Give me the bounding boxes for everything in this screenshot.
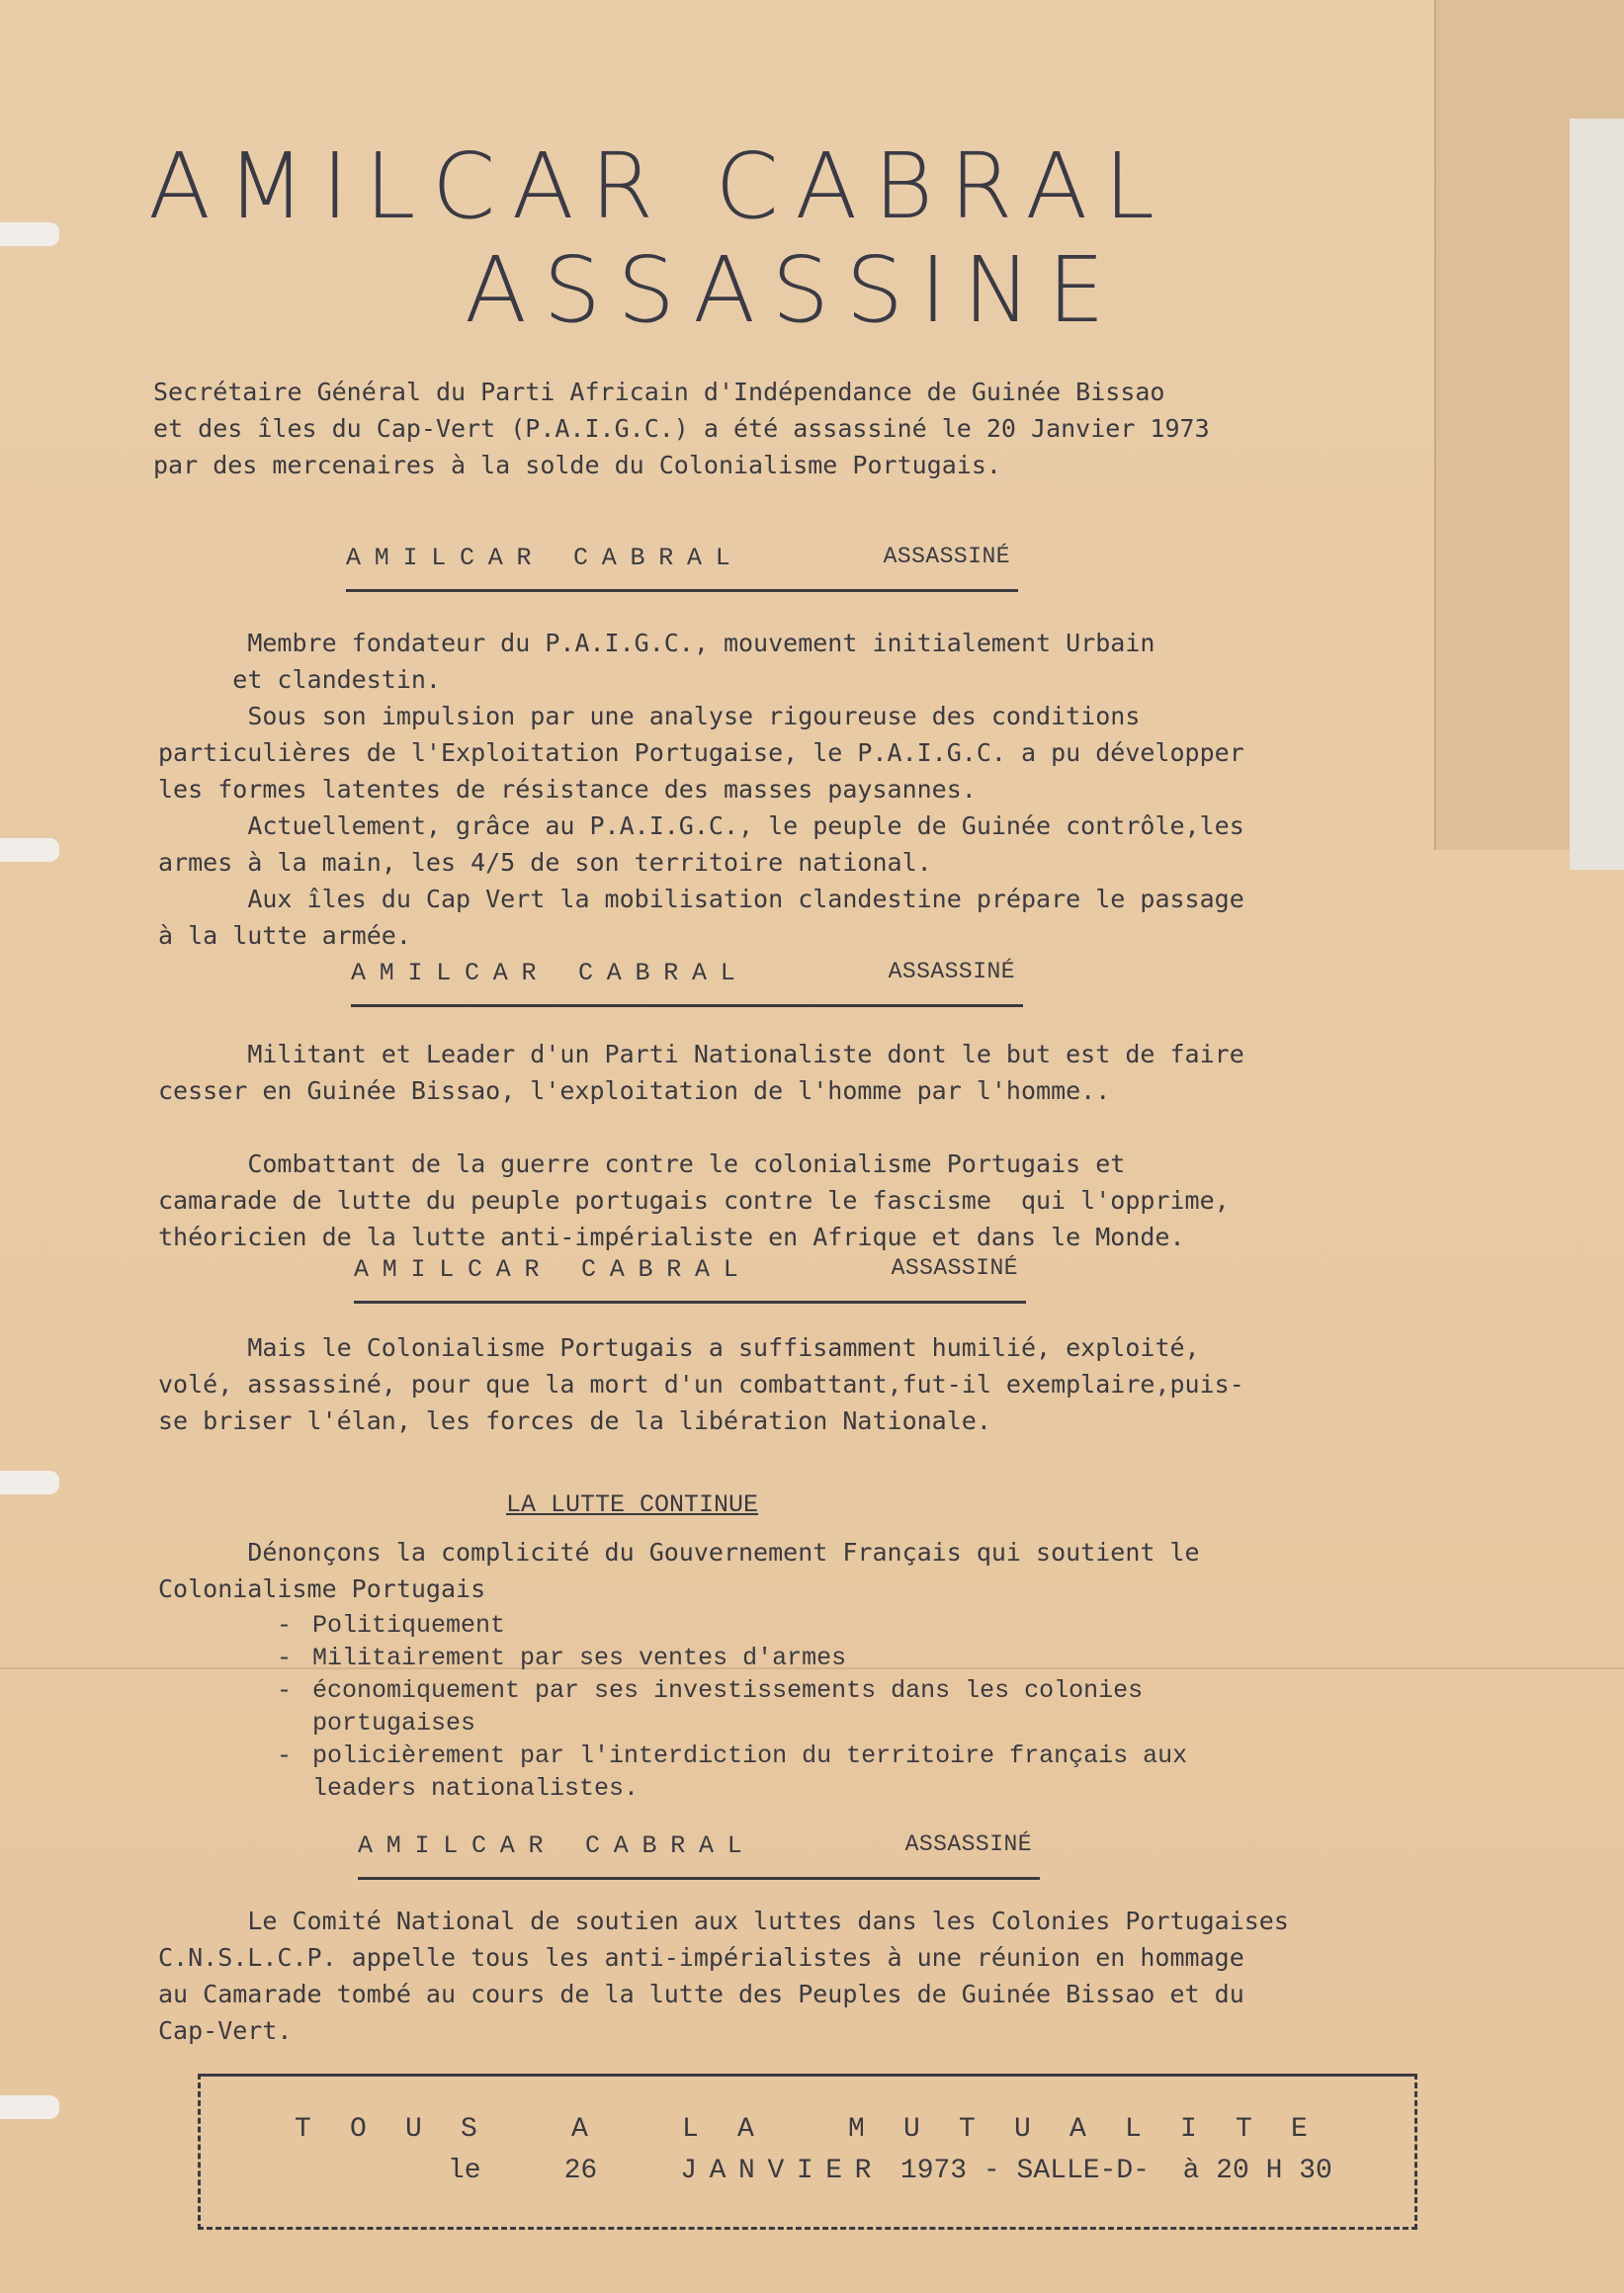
heading-name: AMILCAR CABRAL (346, 544, 744, 572)
heading-assassine: ASSASSINÉ (891, 1255, 1018, 1281)
title-line-2: ASSASSINE (465, 237, 1122, 343)
heading-name: AMILCAR CABRAL (351, 959, 749, 987)
date-day: 26 (563, 2156, 598, 2186)
list-item: - Politiquement (269, 1609, 1356, 1642)
list-item: - économiquement par ses investissements dans les colonies portugaises (269, 1674, 1356, 1740)
meeting-date-line (448, 2156, 1332, 2186)
intro-paragraph: Secrétaire Général du Parti Africain d'Indépendance de Guinée Bissao et des îles du Cap-Vert (P.A.I.G.C.) a été assassiné le 20 Janvier 1973 par des mercenaires à la solde du Colonialisme Portugais. (153, 378, 1210, 479)
list-item: - policièrement par l'interdiction du territoire français aux leaders nationalistes. (269, 1740, 1356, 1805)
heading-name: AMILCAR CABRAL (354, 1255, 752, 1284)
background-edge (1570, 119, 1624, 870)
section-3-paragraph: Mais le Colonialisme Portugais a suffisamment humilié, exploité, volé, assassiné, pour que la mort d'un combattant,fut-il exemplaire,puis- se briser l'élan, les forces de la libération Nationale. (158, 1333, 1244, 1435)
punch-hole (0, 2095, 59, 2119)
section-heading (354, 1255, 1026, 1304)
title-line-1: AMILCAR CABRAL (148, 133, 1171, 239)
punch-hole (0, 222, 59, 246)
final-paragraph: Le Comité National de soutien aux luttes dans les Colonies Portugaises C.N.S.L.C.P. appelle tous les anti-impérialistes à une réunion en hommage au Camarade tombé au cours de la lutte des Peuples de Guinée Bissao et du Cap-Vert. (158, 1907, 1289, 2045)
heading-assassine: ASSASSINÉ (883, 544, 1010, 569)
room-name: SALLE-D- (1016, 2156, 1150, 2186)
date-year: 1973 - (899, 2156, 1000, 2186)
section-heading (346, 544, 1018, 592)
section-2-paragraph: Militant et Leader d'un Parti Nationaliste dont le but est de faire cesser en Guinée Bissao, l'exploitation de l'homme par l'homme.. Combattant de la guerre contre le colonialisme Portugais et camarade de lutte du peuple portugais contre le fascisme qui l'opprime, théoricien de la lutte anti-impérialiste en Afrique et dans le Monde. (158, 1040, 1244, 1251)
meeting-time: à 20 H 30 (1182, 2156, 1332, 2186)
punch-hole (0, 838, 59, 862)
punch-hole (0, 1471, 59, 1494)
heading-assassine: ASSASSINÉ (904, 1831, 1032, 1857)
date-le: le (448, 2156, 481, 2186)
complicity-list (269, 1609, 1356, 1805)
lutte-continue-heading: LA LUTTE CONTINUE (506, 1490, 759, 1519)
section-heading (351, 959, 1023, 1007)
section-heading (358, 1831, 1040, 1880)
heading-name: AMILCAR CABRAL (358, 1831, 756, 1860)
meeting-venue: TOUS A LA MUTUALITE (295, 2114, 1347, 2145)
section-1-paragraph: Membre fondateur du P.A.I.G.C., mouvement initialement Urbain et clandestin. Sous son impulsion par une analyse rigoureuse des conditions particulières de l'Exploitation Portugaise, le P.A.I.G.C. a pu développer les formes latentes de résistance des masses paysannes. Actuellement, grâce au P.A.I.G.C., le peuple de Guinée contrôle,les armes à la main, les 4/5 de son territoire national. Aux îles du Cap Vert la mobilisation clandestine prépare le passage à la lutte armée. (158, 629, 1244, 950)
meeting-box (198, 2074, 1417, 2230)
heading-assassine: ASSASSINÉ (888, 959, 1015, 984)
date-month: JANVIER (680, 2156, 885, 2186)
list-item: - Militairement par ses ventes d'armes (269, 1642, 1356, 1674)
denonce-paragraph: Dénonçons la complicité du Gouvernement Français qui soutient le Colonialisme Portugais (158, 1538, 1200, 1603)
